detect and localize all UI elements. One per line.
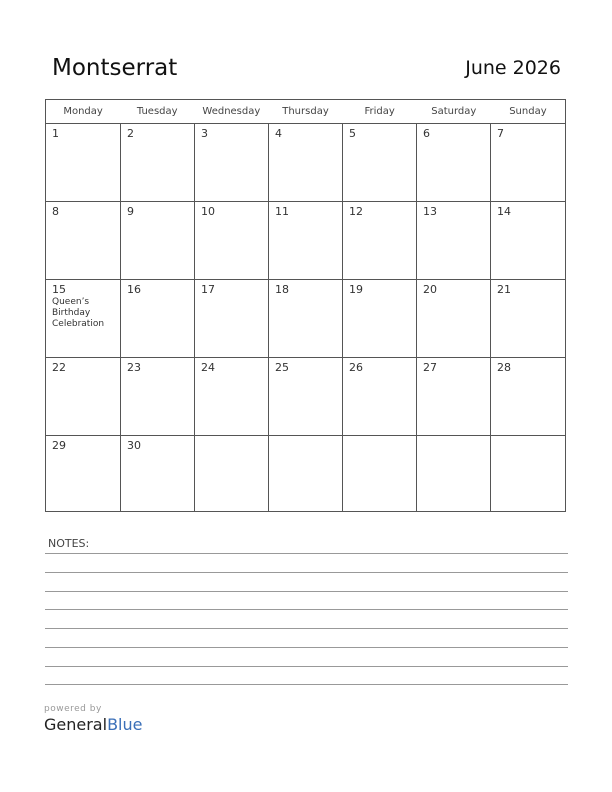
day-cell: [269, 124, 343, 202]
day-number: 1: [52, 127, 59, 140]
day-cell: [46, 202, 121, 280]
day-number: 21: [497, 283, 511, 296]
day-cell: [491, 358, 565, 436]
day-number: 26: [349, 361, 363, 374]
day-number: 6: [423, 127, 430, 140]
day-cell: [343, 280, 417, 358]
brand-logo: [44, 704, 142, 734]
day-number: 27: [423, 361, 437, 374]
day-number: 16: [127, 283, 141, 296]
day-cell: [269, 358, 343, 436]
day-cell: [46, 280, 121, 358]
brand-name-part1: General: [44, 715, 108, 734]
weekday-sunday: Sunday: [509, 106, 547, 117]
weekday-saturday: Saturday: [431, 106, 477, 117]
day-number: 4: [275, 127, 282, 140]
day-number: 25: [275, 361, 289, 374]
day-cell: [491, 280, 565, 358]
day-number: 12: [349, 205, 363, 218]
day-cell: [195, 436, 269, 511]
day-number: 13: [423, 205, 437, 218]
note-line: [45, 553, 568, 554]
day-number: 3: [201, 127, 208, 140]
calendar-grid: [45, 99, 566, 512]
day-number: 28: [497, 361, 511, 374]
notes-label: NOTES:: [48, 537, 90, 550]
day-number: 22: [52, 361, 66, 374]
day-cell: [121, 436, 195, 511]
brand-name: [44, 715, 142, 734]
day-cell: [343, 202, 417, 280]
day-number: 10: [201, 205, 215, 218]
day-cell: [269, 436, 343, 511]
day-number: 5: [349, 127, 356, 140]
day-cell: [195, 280, 269, 358]
note-line: [45, 628, 568, 629]
day-cell: [121, 202, 195, 280]
day-number: 15: [52, 283, 66, 296]
day-cell: [343, 436, 417, 511]
note-line: [45, 572, 568, 573]
day-cell: [269, 280, 343, 358]
weekday-wednesday: Wednesday: [202, 106, 261, 117]
powered-by-text: powered by: [44, 704, 102, 714]
day-number: 24: [201, 361, 215, 374]
note-line: [45, 666, 568, 667]
brand-name-part2: Blue: [107, 715, 143, 734]
note-line: [45, 609, 568, 610]
day-cell: [417, 358, 491, 436]
day-number: 9: [127, 205, 134, 218]
note-line: [45, 684, 568, 685]
day-cell: [195, 202, 269, 280]
month-label: June 2026: [465, 57, 561, 79]
day-number: 11: [275, 205, 289, 218]
note-line: [45, 647, 568, 648]
day-cell: [343, 124, 417, 202]
day-cell: [491, 436, 565, 511]
note-line: [45, 591, 568, 592]
day-cell: [417, 124, 491, 202]
day-cell: [491, 202, 565, 280]
weekday-tuesday: Tuesday: [136, 106, 178, 117]
day-number: 8: [52, 205, 59, 218]
day-cell: [417, 280, 491, 358]
day-number: 14: [497, 205, 511, 218]
day-number: 30: [127, 439, 141, 452]
day-cell: [417, 436, 491, 511]
weekday-friday: Friday: [364, 106, 395, 117]
day-number: 19: [349, 283, 363, 296]
weekday-header-row: [46, 100, 565, 124]
weekday-thursday: Thursday: [282, 106, 329, 117]
day-cell: [46, 124, 121, 202]
day-number: 7: [497, 127, 504, 140]
day-cells: [46, 124, 565, 511]
day-cell: [46, 436, 121, 511]
day-cell: [269, 202, 343, 280]
day-number: 2: [127, 127, 134, 140]
day-cell: [491, 124, 565, 202]
day-cell: [417, 202, 491, 280]
day-cell: [46, 358, 121, 436]
holiday-label: Queen’s Birthday Celebration: [52, 297, 105, 329]
day-number: 17: [201, 283, 215, 296]
day-number: 18: [275, 283, 289, 296]
day-cell: [195, 358, 269, 436]
weekday-monday: Monday: [63, 106, 103, 117]
day-cell: [121, 124, 195, 202]
day-cell: [195, 124, 269, 202]
day-cell: [343, 358, 417, 436]
day-cell: [121, 358, 195, 436]
day-cell: [121, 280, 195, 358]
day-number: 29: [52, 439, 66, 452]
day-number: 20: [423, 283, 437, 296]
day-number: 23: [127, 361, 141, 374]
page-title: Montserrat: [52, 55, 178, 81]
